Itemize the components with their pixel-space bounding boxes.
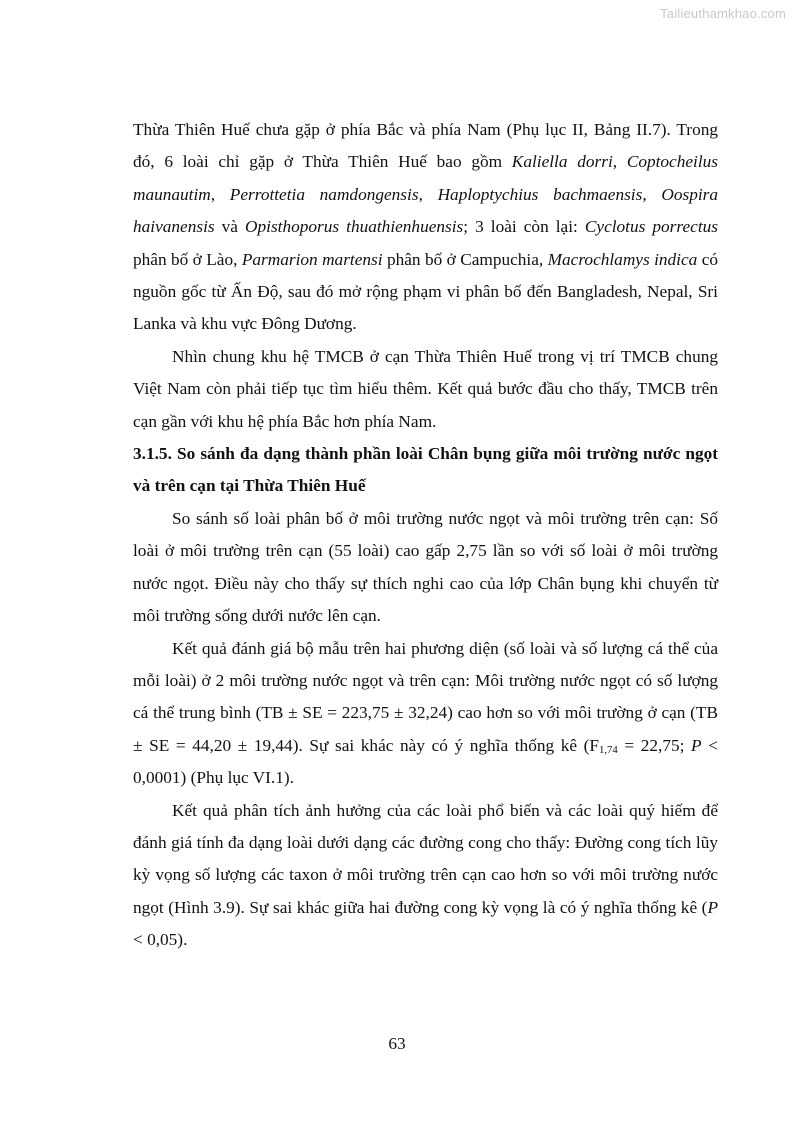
text-run: , xyxy=(612,152,627,172)
species-name: Coptocheilus maunautim xyxy=(133,152,719,204)
text-run: , xyxy=(418,184,438,204)
p-value-symbol: P xyxy=(707,897,718,917)
text-run: Thừa Thiên Huế chưa gặp ở phía Bắc và phía Nam (Phụ lục II, Bảng II.7). Trong đó, 6 loài chỉ gặp ở Thừa Thiên Huế bao gồm xyxy=(133,120,718,172)
text-run: và xyxy=(214,217,246,237)
text-run: phân bố ở Campuchia, xyxy=(382,249,548,269)
species-name: Opisthoporus thuathienhuensis xyxy=(245,217,464,237)
species-name: Cyclotus porrectus xyxy=(584,217,718,237)
text-run: , xyxy=(642,184,662,204)
text-run: ; 3 loài còn lại: xyxy=(463,217,585,237)
paragraph-species-comparison: So sánh số loài phân bố ở môi trường nước ngọt và môi trường trên cạn: Số loài ở môi trường trên cạn (55 loài) cao gấp 2,75 lần so với số loài ở môi trường nước ngọt. Điều này cho thấy sự thích nghi cao của lớp Chân bụng khi chuyển từ môi trường sống dưới nước lên cạn. xyxy=(133,508,718,626)
species-name: Macrochlamys indica xyxy=(547,249,698,269)
text-run: < 0,05). xyxy=(133,930,188,950)
subscript: 1,74 xyxy=(599,743,618,756)
paragraph-sample-evaluation xyxy=(133,633,718,795)
species-name: Haploptychius bachmaensis xyxy=(437,184,643,204)
species-name: Kaliella dorri xyxy=(511,152,613,172)
species-name: Oospira haivanensis xyxy=(133,184,719,237)
text-run: = 22,75; xyxy=(617,735,692,755)
paragraph-curve-analysis xyxy=(133,795,718,957)
paragraph-overview: Nhìn chung khu hệ TMCB ở cạn Thừa Thiên Huế trong vị trí TMCB chung Việt Nam còn phải tiếp tục tìm hiểu thêm. Kết quả bước đầu cho thấy, TMCB trên cạn gần với khu hệ phía Bắc hơn phía Nam. xyxy=(133,346,718,431)
p-value-symbol: P xyxy=(691,735,702,755)
document-body xyxy=(133,114,718,957)
page-number: 63 xyxy=(388,1034,406,1053)
paragraph-species-distribution xyxy=(133,114,718,341)
text-run: , xyxy=(210,184,230,204)
text-run: phân bố ở Lào, xyxy=(133,249,242,269)
species-name: Parmarion martensi xyxy=(241,249,383,269)
text-run: có nguồn gốc từ Ấn Độ, sau đó mở rộng phạm vi phân bố đến Bangladesh, Nepal, Sri Lanka và khu vực Đông Dương. xyxy=(133,249,719,334)
section-heading: 3.1.5. So sánh đa dạng thành phần loài Chân bụng giữa môi trường nước ngọt và trên cạn tại Thừa Thiên Huế xyxy=(133,444,718,496)
text-run: < 0,0001) (Phụ lục VI.1). xyxy=(133,735,718,788)
text-run: Kết quả phân tích ảnh hưởng của các loài phổ biến và các loài quý hiếm để đánh giá tính đa dạng loài dưới dạng các đường cong cho thấy: Đường cong tích lũy kỳ vọng số lượng các taxon ở môi trường trên cạn cao hơn so với môi trường nước ngọt (Hình 3.9). Sự sai khác giữa hai đường cong kỳ vọng là có ý nghĩa thống kê ( xyxy=(133,800,718,917)
watermark-text: Tailieuthamkhao.com xyxy=(660,6,786,21)
species-name: Perrottetia namdongensis xyxy=(229,184,419,204)
text-run: Kết quả đánh giá bộ mẫu trên hai phương diện (số loài và số lượng cá thể của mỗi loài) ở 2 môi trường nước ngọt và trên cạn: Môi trường nước ngọt có số lượng cá thể trung bình (TB ± SE = 223,75 ± 32,24) cao hơn so với môi trường ở cạn (TB ± SE = 44,20 ± 19,44). Sự sai khác này có ý nghĩa thống kê (F xyxy=(133,638,718,755)
